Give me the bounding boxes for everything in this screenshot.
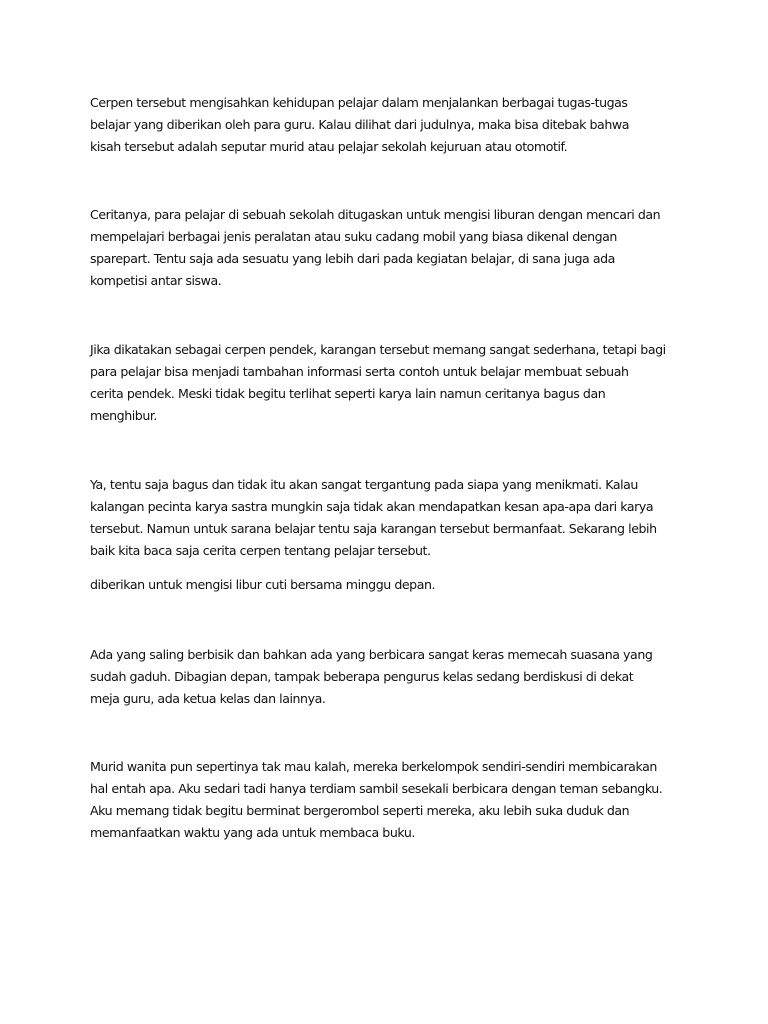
paragraph-4-line-3: tersebut. Namun untuk sarana belajar tentu saja karangan tersebut bermanfaat. Sekarang lebih xyxy=(90,521,657,536)
paragraph-4-line-2: kalangan pecinta karya sastra mungkin saja tidak akan mendapatkan kesan apa-apa dari karya xyxy=(90,499,654,514)
paragraph-6-line-2: sudah gaduh. Dibagian depan, tampak beberapa pengurus kelas sedang berdiskusi di dekat xyxy=(90,669,634,684)
paragraph-7-line-2: hal entah apa. Aku sedari tadi hanya terdiam sambil sesekali berbicara dengan teman sebangku. xyxy=(90,781,663,796)
paragraph-2-line-2: mempelajari berbagai jenis peralatan atau suku cadang mobil yang biasa dikenal dengan xyxy=(90,229,617,244)
paragraph-3-line-1: Jika dikatakan sebagai cerpen pendek, karangan tersebut memang sangat sederhana, tetapi bagi xyxy=(90,342,666,357)
paragraph-6-line-1: Ada yang saling berbisik dan bahkan ada yang berbicara sangat keras memecah suasana yang xyxy=(90,647,653,662)
paragraph-6-line-3: meja guru, ada ketua kelas dan lainnya. xyxy=(90,691,326,706)
paragraph-7-line-3: Aku memang tidak begitu berminat bergerombol seperti mereka, aku lebih suka duduk dan xyxy=(90,803,630,818)
paragraph-7-line-4: memanfaatkan waktu yang ada untuk membaca buku. xyxy=(90,825,415,840)
paragraph-7-line-1: Murid wanita pun sepertinya tak mau kalah, mereka berkelompok sendiri-sendiri membicarakan xyxy=(90,759,657,774)
paragraph-2-line-3: sparepart. Tentu saja ada sesuatu yang lebih dari pada kegiatan belajar, di sana juga ada xyxy=(90,251,615,266)
paragraph-4-line-4: baik kita baca saja cerita cerpen tentang pelajar tersebut. xyxy=(90,543,431,558)
paragraph-1-line-2: belajar yang diberikan oleh para guru. Kalau dilihat dari judulnya, maka bisa ditebak bahwa xyxy=(90,117,629,132)
paragraph-1-line-1: Cerpen tersebut mengisahkan kehidupan pelajar dalam menjalankan berbagai tugas-tugas xyxy=(90,95,628,110)
paragraph-5-line-1: diberikan untuk mengisi libur cuti bersama minggu depan. xyxy=(90,577,436,592)
paragraph-2-line-1: Ceritanya, para pelajar di sebuah sekolah ditugaskan untuk mengisi liburan dengan mencari dan xyxy=(90,207,661,222)
paragraph-3-line-4: menghibur. xyxy=(90,408,157,423)
paragraph-3-line-3: cerita pendek. Meski tidak begitu terlihat seperti karya lain namun ceritanya bagus dan xyxy=(90,386,606,401)
paragraph-2-line-4: kompetisi antar siswa. xyxy=(90,273,222,288)
paragraph-4-line-1: Ya, tentu saja bagus dan tidak itu akan sangat tergantung pada siapa yang menikmati. Kalau xyxy=(90,477,638,492)
paragraph-1-line-3: kisah tersebut adalah seputar murid atau pelajar sekolah kejuruan atau otomotif. xyxy=(90,139,568,154)
paragraph-3-line-2: para pelajar bisa menjadi tambahan informasi serta contoh untuk belajar membuat sebuah xyxy=(90,364,629,379)
